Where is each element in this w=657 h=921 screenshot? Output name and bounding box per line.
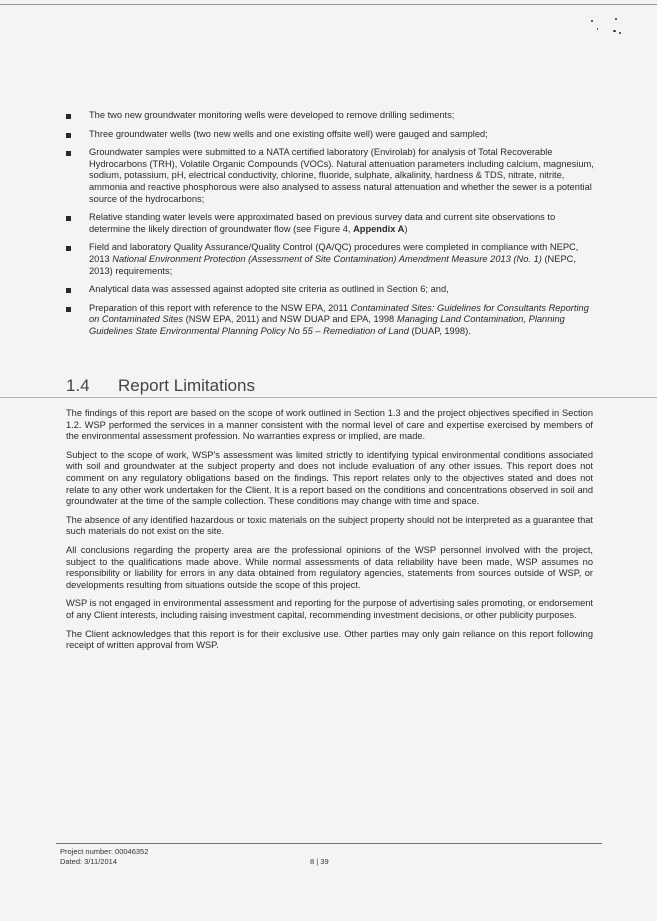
bullet-item — [66, 284, 596, 296]
bullet-text: Relative standing water levels were approximated based on previous survey data and current site observations to determine the likely direction of groundwater flow (see Figure 4, — [89, 212, 556, 234]
section-title: Report Limitations — [118, 376, 256, 395]
top-border-line — [0, 4, 657, 5]
footer-rule — [56, 843, 602, 844]
bullet-item — [66, 129, 596, 141]
bullet-text: Preparation of this report with reference to the NSW EPA, 2011 — [89, 302, 351, 313]
body-paragraph: WSP is not engaged in environmental assessment and reporting for the purpose of advertising sales promoting, or endorsement of any Client interests, including raising investment capital, recommending investment decisions, or other publicity purposes. — [66, 598, 593, 620]
page-number: 8 | 39 — [310, 857, 329, 866]
body-paragraph: The findings of this report are based on the scope of work outlined in Section 1.3 and the project objectives specified in Section 1.2. WSP performed the services in a manner consistent with the normal level of care and expertise exercised by members of the environmental assessment profession. No warranties express or implied, are made. — [66, 408, 593, 442]
bullet-item — [66, 212, 596, 235]
body-paragraph: The Client acknowledges that this report is for their exclusive use. Other parties may only gain reliance on this report following receipt of written approval from WSP. — [66, 628, 593, 651]
section-number: 1.4 — [66, 376, 90, 395]
bullet-item — [66, 242, 596, 277]
body-paragraph: All conclusions regarding the property area are the professional opinions of the WSP personnel involved with the project, subject to the qualifications made above. While normal assessments of data reliability have been made, WSP assumes no responsibility or liability for errors in any data obtained from regulatory agencies, statements from sources outside of WSP, or developments resulting from situations outside the scope of this project. — [66, 544, 593, 590]
bullet-text: Three groundwater wells (two new wells and one existing offsite well) were gauged and sampled; — [89, 128, 488, 139]
bullet-text: Contaminated Sites: Guidelines for Consultants Reporting on Contaminated Sites — [89, 302, 589, 325]
section-heading — [66, 376, 255, 396]
bullet-text: (NEPC, 2013) requirements; — [89, 253, 576, 276]
bullet-text: Field and laboratory Quality Assurance/Quality Control (QA/QC) procedures were completed in compliance with NEPC, 2013 — [89, 242, 579, 264]
bullet-text: Analytical data was assessed against adopted site criteria as outlined in Section 6; and, — [89, 284, 449, 295]
bullet-square-icon — [66, 216, 71, 221]
body-paragraph: The absence of any identified hazardous or toxic materials on the subject property should not be interpreted as a guarantee that such materials do not exist on the site. — [66, 514, 593, 537]
bullet-text: (NSW EPA, 2011) and NSW DUAP and EPA, 1998 — [183, 314, 397, 325]
bullet-text: Appendix A — [353, 223, 405, 234]
bullet-text: Managing Land Contamination, Planning Guidelines State Environmental Planning Policy No 55 – Remediation of Land — [89, 314, 565, 336]
bullet-item — [66, 110, 596, 122]
bullet-square-icon — [66, 246, 71, 251]
scan-specks — [589, 18, 629, 48]
bullet-square-icon — [66, 133, 71, 138]
bullet-text: Groundwater samples were submitted to a NATA certified laboratory (Envirolab) for analysis of Total Recoverable Hydrocarbons (TRH), Volatile Organic Compounds (VOCs). Natural attenuation parameters including calcium, magnesium, sodium, potassium, pH, electrical conductivity, chlorine, fluoride, sulphate, alkalinity, hardness & TDS, nitrate, nitrite, ammonia and reactive phosphorous were also analysed to assess natural attenuation and whether the sewer is a potential source of the hydrocarbons; — [89, 147, 594, 204]
bullet-item — [66, 303, 596, 338]
bullet-square-icon — [66, 307, 71, 312]
bullet-text: (DUAP, 1998). — [408, 325, 471, 336]
project-number: Project number: 00046352 — [60, 847, 149, 856]
footer — [60, 847, 148, 867]
bullet-text: National Environment Protection (Assessment of Site Contamination) Amendment Measure 2013 (No. 1) — [112, 253, 542, 264]
scope-bullet-list — [66, 110, 596, 345]
dated: Dated: 3/11/2014 — [60, 857, 117, 866]
limitations-body — [66, 408, 593, 659]
heading-rule — [0, 397, 657, 398]
bullet-text: ) — [404, 223, 408, 234]
bullet-text: The two new groundwater monitoring wells were developed to remove drilling sediments; — [89, 110, 455, 120]
bullet-square-icon — [66, 288, 71, 293]
body-paragraph: Subject to the scope of work, WSP's assessment was limited strictly to identifying typical environmental conditions associated with soil and groundwater at the subject property and does not include evaluation of any other issues. This report does not comment on any regulatory obligations based on the findings. This report relates only to the objectives stated and does not relate to any other work undertaken for the Client. It is a report based on the conditions and concentrations observed in soil and groundwater at the time of the sample collection. These conditions may change with time and space. — [66, 449, 593, 507]
bullet-square-icon — [66, 114, 71, 119]
bullet-square-icon — [66, 151, 71, 156]
bullet-item — [66, 147, 596, 205]
